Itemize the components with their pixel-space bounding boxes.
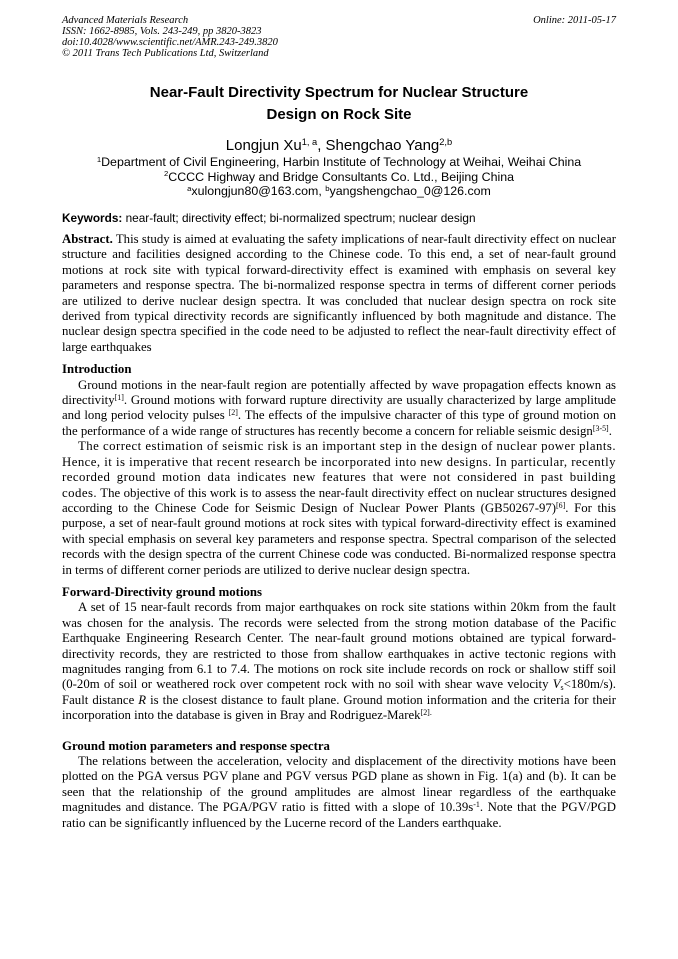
author-separator: , <box>317 137 326 154</box>
citation-6: [6] <box>556 500 566 510</box>
citation-2: [2] <box>228 408 238 418</box>
author-list <box>62 137 616 155</box>
affiliation-2 <box>62 170 616 185</box>
intro-p2-text-wide: The correct estimation of seismic risk is an important step in the design of nuclear power plants. Hence, it is imperative that recent research be incorporated into new designs. In particular, recently recorded ground motion data indicates new features that were not considered in past building codes. <box>62 439 616 500</box>
journal-name: Advanced Materials Research <box>62 15 189 26</box>
email-2: yangshengchao_0@126.com <box>329 184 491 198</box>
citation-2b: [2]. <box>420 707 432 717</box>
affiliation-1-text: Department of Civil Engineering, Harbin Institute of Technology at Weihai, Weihai China <box>101 155 582 169</box>
affiliation-2-text: CCCC Highway and Bridge Consultants Co. Ltd., Beijing China <box>168 169 514 184</box>
affiliation-1 <box>62 155 616 170</box>
issn-line: ISSN: 1662-8985, Vols. 243-249, pp 3820-3823 <box>62 26 262 37</box>
author-1: Longjun Xu <box>225 137 302 154</box>
citation-3-5: [3-5] <box>592 423 609 433</box>
author-2: Shengchao Yang <box>325 137 440 154</box>
email-2-sup: b <box>325 183 330 193</box>
vs-subscript: s <box>560 683 564 693</box>
intro-p2-text-b: . For this purpose, a set of near-fault ground motions at rock sites with typical forward-directivity effect is examined with special emphasis on several key parameters and response spectra. Spectral comparison of the selected records with the design spectra of the current Chinese code was conducted. Bi-normalized response spectra in terms of different corner periods are utilized to derive nuclear design spectra. <box>62 500 616 577</box>
parameters-paragraph <box>62 754 616 831</box>
affiliations <box>62 155 616 199</box>
paper-body <box>62 232 616 831</box>
citation-1: [1] <box>114 392 124 402</box>
forward-p1-text-c: is the closest distance to fault plane. Ground motion information and the criteria for their incorporation into the database is given in Bray and Rodriguez-Marek <box>62 692 616 723</box>
copyright-line: © 2011 Trans Tech Publications Ltd, Switzerland <box>62 48 269 59</box>
keywords-text: near-fault; directivity effect; bi-normalized spectrum; nuclear design <box>122 211 476 225</box>
emails <box>62 184 616 199</box>
vs-symbol: V <box>552 677 561 692</box>
doi-line: doi:10.4028/www.scientific.net/AMR.243-249.3820 <box>62 37 278 48</box>
introduction-paragraph-1 <box>62 378 616 440</box>
forward-p1-text-a: A set of 15 near-fault records from major earthquakes on rock site stations within 20km from the fault was chosen for the analysis. The records were selected from the strong motion database of the Pacific Earthquake Engineering Research Center. The near-fault ground motions obtained are typical forward-directivity records, they are restricted to those from shallow earthquakes in active tectonic regions with magnitudes ranging from 6.1 to 7.4. The motions on rock site include records on rock or shallow stiff soil (0-20m of soil or weathered rock over competent rock with no soil with shear wave velocity <box>62 600 616 692</box>
params-p1-text-b: . Note that the PGV/PGD ratio can be significantly influenced by the Lucerne record of the Landers earthquake. <box>62 800 616 830</box>
forward-p1-text-b: <180m/s). Fault distance <box>62 677 616 707</box>
params-p1-text-a: The relations between the acceleration, velocity and displacement of the directivity motions have been plotted on the PGA versus PGV plane and PGV versus PGD plane as shown in Fig. 1(a) and (b). It can be seen that the relationship of the ground amplitudes are almost linear regardless of the earthquake magnitudes and distance. The PGA/PGV ratio is fitted with a slope of 10.39s <box>62 754 616 815</box>
introduction-paragraph-2 <box>62 439 616 578</box>
introduction-heading: Introduction <box>62 362 132 377</box>
title-line-2: Design on Rock Site <box>266 106 412 123</box>
title-line-1: Near-Fault Directivity Spectrum for Nuclear Structure <box>149 84 529 101</box>
affiliation-1-sup: 1 <box>96 154 102 164</box>
intro-p2-text-a: The objective of this work is to assess the near-fault directivity effect on nuclear structures designed according to the Chinese Code for Seismic Design of Nuclear Power Plants (GB50267-97) <box>62 485 616 515</box>
slope-unit-sup: -1 <box>473 799 480 809</box>
parameters-heading: Ground motion parameters and response spectra <box>62 738 330 753</box>
intro-p1-text-b: . Ground motions with forward rupture directivity are usually characterized by large amplitude and long period velocity pulses <box>62 393 616 423</box>
abstract-label: Abstract. <box>62 232 113 246</box>
keywords <box>62 211 616 225</box>
author-1-sup: 1, a <box>301 136 318 147</box>
author-2-sup: 2,b <box>439 136 453 147</box>
paper-title <box>62 82 616 126</box>
online-date: Online: 2011-05-17 <box>533 15 616 26</box>
abstract-text: This study is aimed at evaluating the safety implications of near-fault directivity effect on nuclear structure and facilities designed according to the Chinese code. To this end, a set of near-fault ground motions at rock site with typical forward-directivity effect is examined with emphasis on several key parameters and response spectra. The bi-normalized response spectra in terms of different corner periods are utilized to derive nuclear design spectra. It was concluded that nuclear design spectra on rock site derived from typical directivity records are significantly influenced by both magnitude and distance. The nuclear design spectra specified in the code need to be adjusted to reflect the near-fault directivity effect of large earthquakes <box>62 232 616 354</box>
keywords-label: Keywords: <box>62 211 123 225</box>
intro-p1-text-a: Ground motions in the near-fault region are potentially affected by wave propagation effects known as directivity <box>62 377 616 408</box>
abstract <box>62 232 616 355</box>
email-1-sup: a <box>187 183 192 193</box>
affiliation-2-sup: 2 <box>163 169 169 179</box>
section-gap <box>62 724 616 732</box>
r-symbol: R <box>138 692 147 707</box>
intro-p1-text-c: . The effects of the impulsive character of this type of ground motion on the performance of a wide range of structures has recently become a concern for reliable seismic design <box>62 408 616 438</box>
journal-header <box>62 15 616 59</box>
forward-directivity-heading: Forward-Directivity ground motions <box>62 584 262 599</box>
email-1: xulongjun80@163.com, <box>191 184 326 198</box>
forward-directivity-paragraph <box>62 600 616 723</box>
intro-p1-text-d: . <box>608 423 612 438</box>
